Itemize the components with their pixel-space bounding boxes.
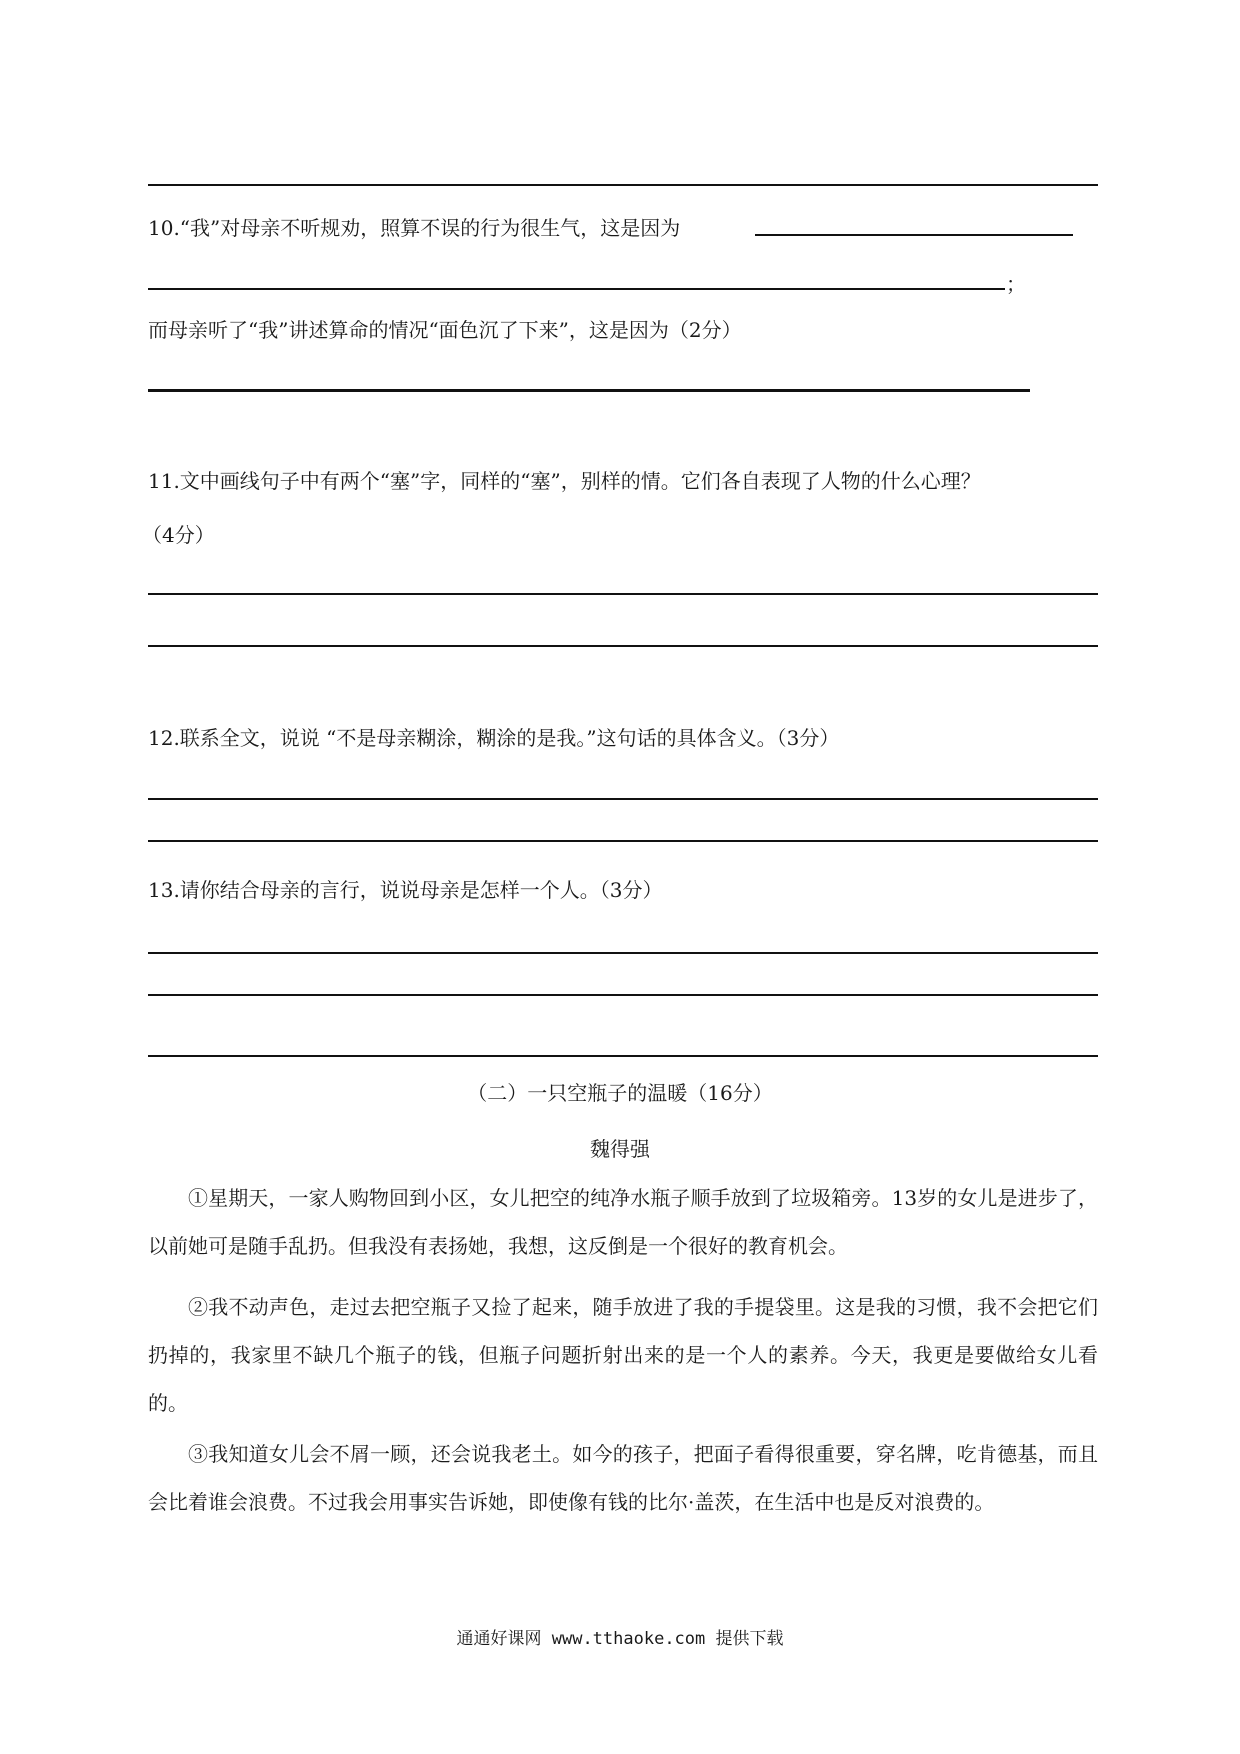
question-11-text: 11.文中画线句子中有两个“塞”字，同样的“塞”，别样的情。它们各自表现了人物的什么心理？	[148, 469, 981, 493]
answer-line	[148, 798, 1098, 800]
answer-line	[148, 184, 1098, 186]
article-paragraph-3: ③我知道女儿会不屑一顾，还会说我老土。如今的孩子，把面子看得很重要，穿名牌，吃肯德基，而且会比着谁会浪费。不过我会用事实告诉她，即使像有钱的比尔·盖茨，在生活中也是反对浪费的。	[148, 1442, 1098, 1514]
article-author: 魏得强	[590, 1137, 650, 1161]
question-12-text: 12.联系全文，说说 “不是母亲糊涂，糊涂的是我。”这句话的具体含义。（3分）	[148, 726, 840, 750]
answer-line	[148, 1055, 1098, 1057]
article-title: （二）一只空瓶子的温暖（16分）	[467, 1081, 773, 1105]
article-paragraph-1: ①星期天，一家人购物回到小区，女儿把空的纯净水瓶子顺手放到了垃圾箱旁。13岁的女儿是进步了，以前她可是随手乱扔。但我没有表扬她，我想，这反倒是一个很好的教育机会。	[148, 1186, 1098, 1258]
semicolon: ；	[1006, 272, 1026, 296]
question-10-text-2: 而母亲听了“我”讲述算命的情况“面色沉了下来”，这是因为（2分）	[148, 318, 742, 342]
page-footer: 通通好课网 www.tthaoke.com 提供下载	[456, 1629, 784, 1649]
answer-line	[148, 288, 1005, 290]
answer-line	[148, 593, 1098, 595]
question-11-points: （4分）	[142, 523, 215, 547]
answer-line	[148, 645, 1098, 647]
answer-line	[755, 234, 1073, 236]
article-paragraph-2: ②我不动声色，走过去把空瓶子又捡了起来，随手放进了我的手提袋里。这是我的习惯，我不会把它们扔掉的，我家里不缺几个瓶子的钱，但瓶子问题折射出来的是一个人的素养。今天，我更是要做给女儿看的。	[148, 1295, 1098, 1415]
answer-line	[148, 994, 1098, 996]
answer-line	[148, 840, 1098, 842]
question-10-text: 10.“我”对母亲不听规劝，照算不误的行为很生气，这是因为	[148, 216, 681, 240]
question-13-text: 13.请你结合母亲的言行，说说母亲是怎样一个人。（3分）	[148, 878, 663, 902]
answer-line	[148, 389, 1030, 392]
answer-line	[148, 952, 1098, 954]
